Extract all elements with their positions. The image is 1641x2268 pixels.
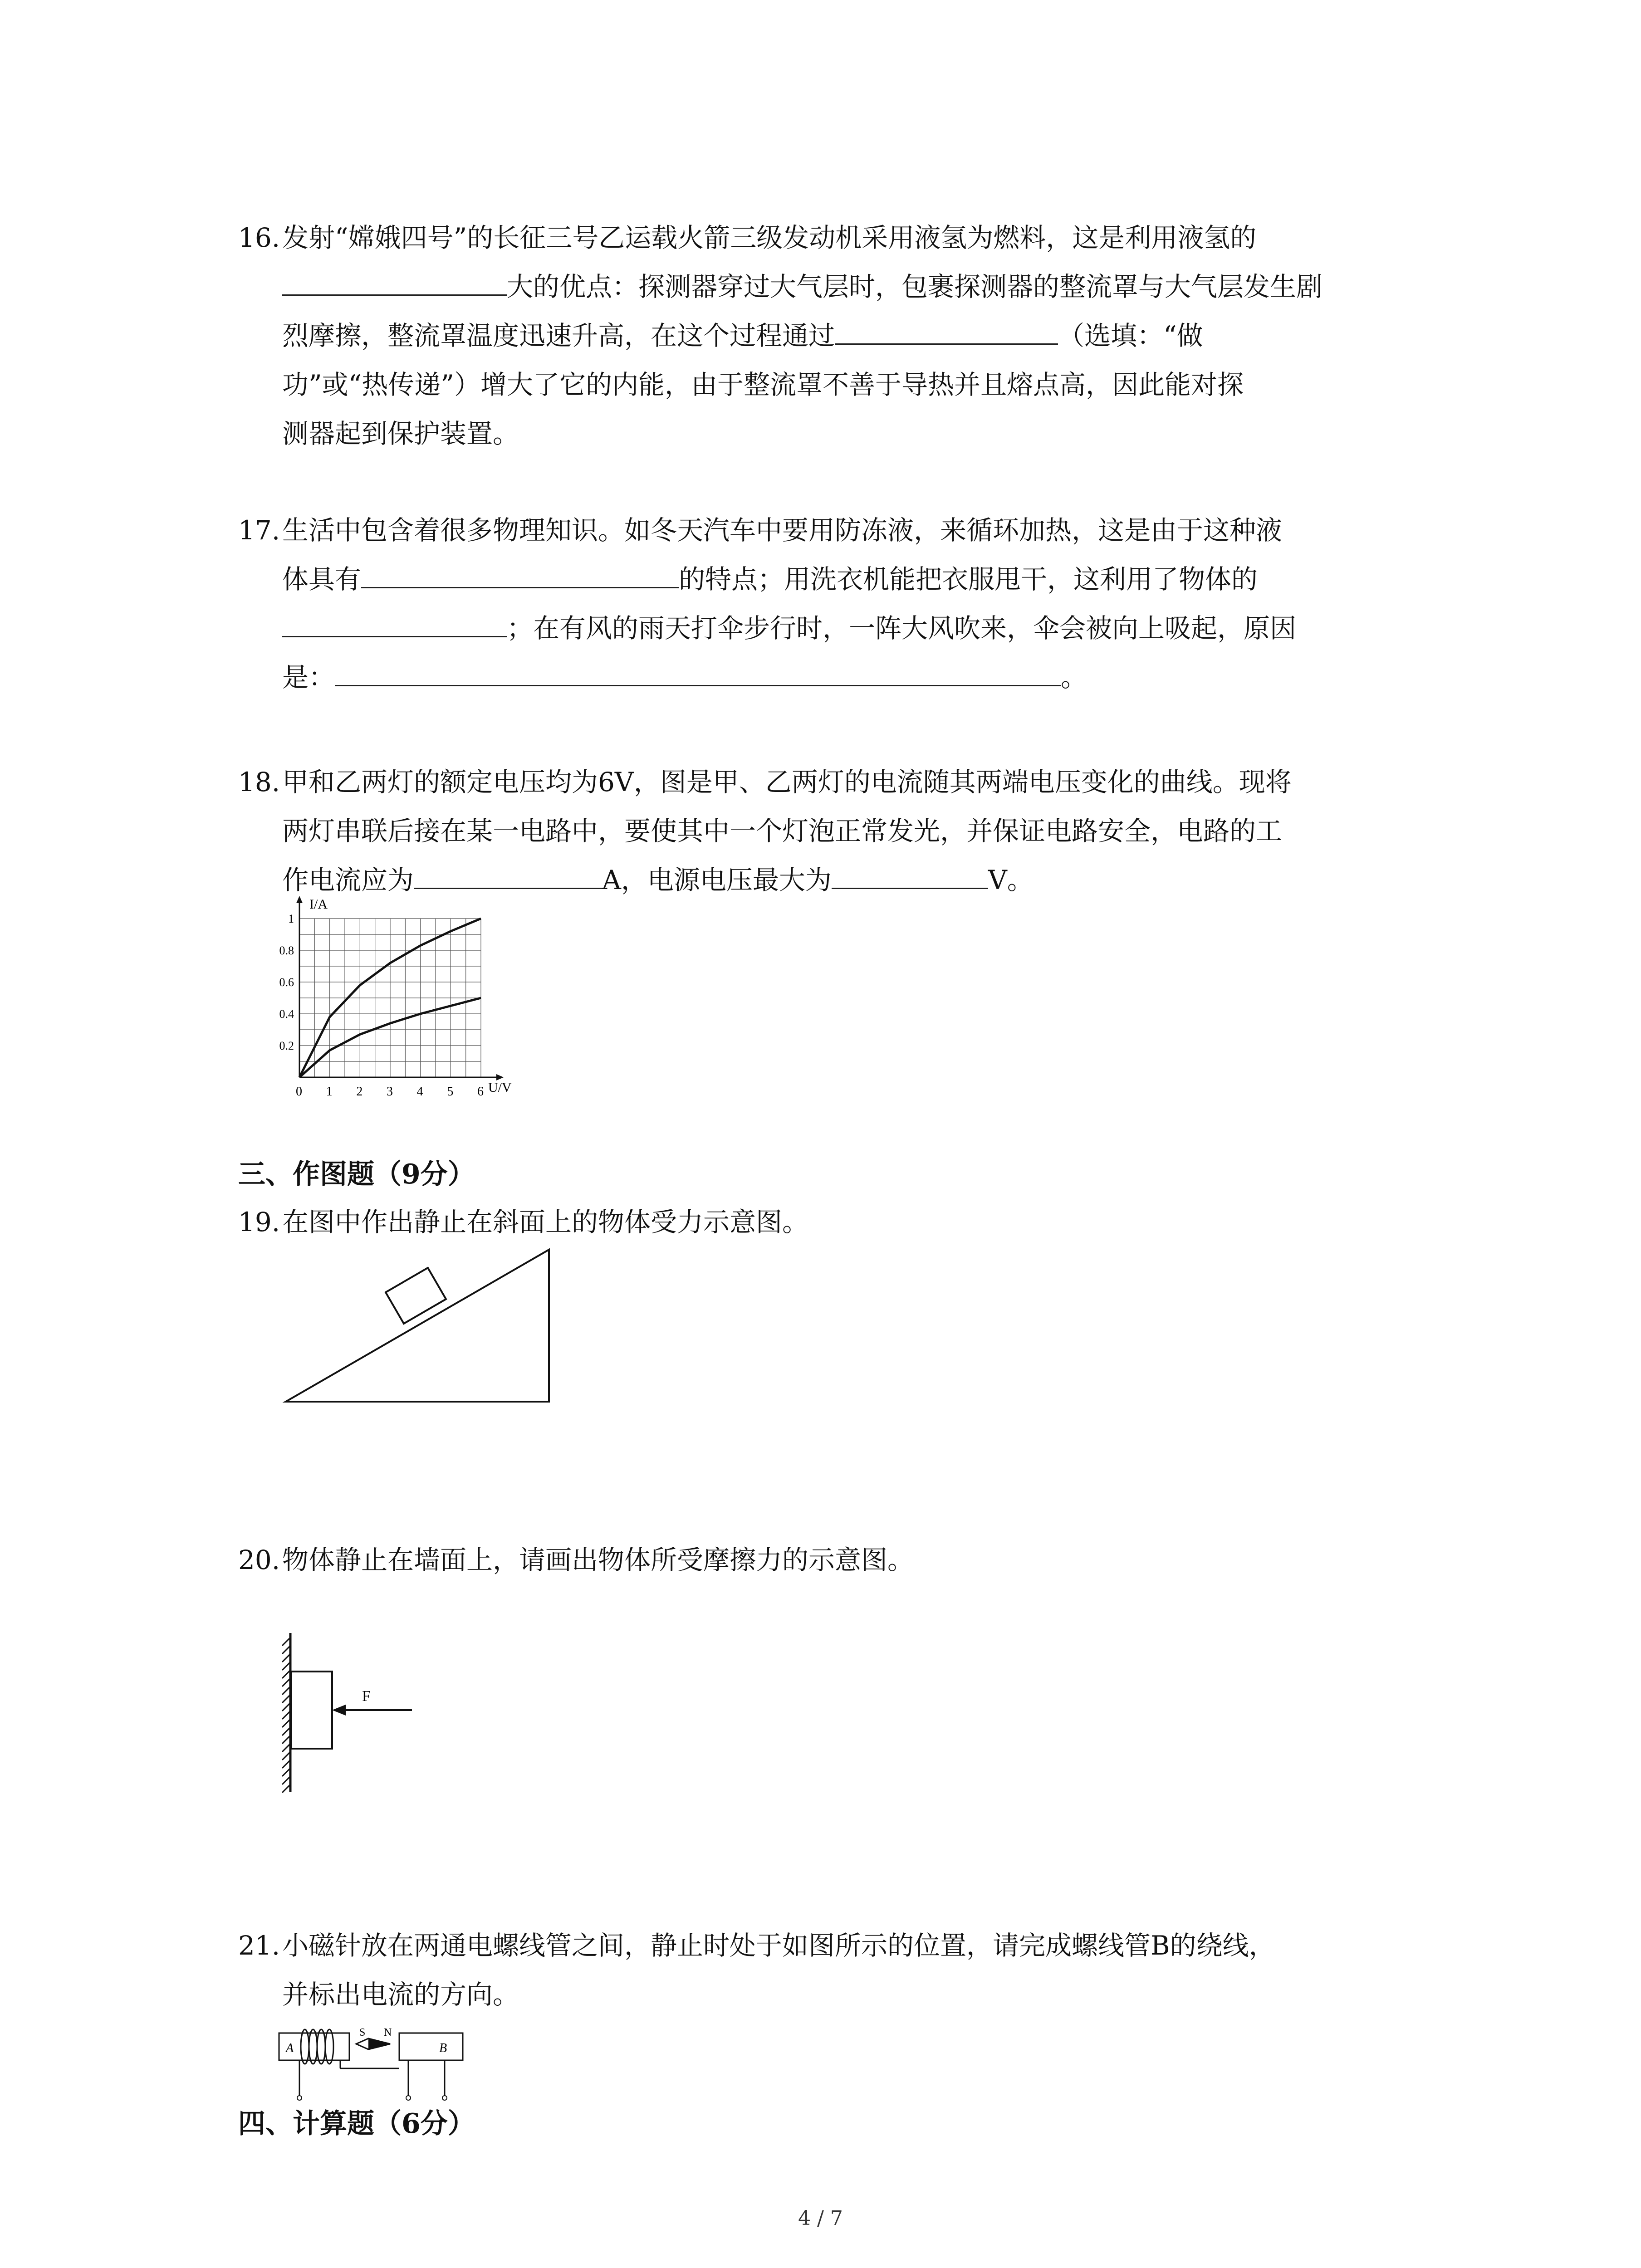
hatch-line xyxy=(282,1719,290,1727)
hatch-line xyxy=(282,1670,290,1678)
solenoid-a-coils xyxy=(301,2029,333,2064)
question-line: 在图中作出静止在斜面上的物体受力示意图。 xyxy=(282,1207,809,1237)
answer-blank[interactable] xyxy=(335,658,1061,686)
hatch-line xyxy=(282,1760,290,1768)
x-axis-label: U/V xyxy=(488,1080,512,1095)
hatch-line xyxy=(282,1744,290,1752)
question-line: 发射“嫦娥四号”的长征三号乙运载火箭三级发动机采用液氢为燃料，这是利用液氢的 xyxy=(282,222,1257,253)
question-line: 作电流应为 A，电源电压最大为 V。 xyxy=(282,855,1034,904)
hatch-line xyxy=(282,1695,290,1703)
hatch-line xyxy=(282,1686,290,1695)
question-line: 生活中包含着很多物理知识。如冬天汽车中要用防冻液，来循环加热，这是由于这种液 xyxy=(282,515,1283,546)
solenoid-diagram xyxy=(272,2019,499,2109)
y-tick-label: 0.2 xyxy=(279,1039,294,1052)
x-tick-label: 5 xyxy=(447,1085,454,1099)
question-line: 体具有 的特点；用洗衣机能把衣服甩干，这利用了物体的 xyxy=(282,555,1258,604)
x-tick-label: 1 xyxy=(326,1085,333,1099)
question-number: 18. xyxy=(238,767,280,797)
x-tick-label: 0 xyxy=(296,1085,302,1099)
hatch-line xyxy=(282,1768,290,1776)
hatch-line xyxy=(282,1637,290,1646)
hatch-line xyxy=(282,1735,290,1744)
question-line: 功”或“热传递”）增大了它的内能，由于整流罩不善于导热并且熔点高，因此能对探 xyxy=(282,369,1244,400)
hatch-line xyxy=(282,1703,290,1711)
answer-blank[interactable] xyxy=(832,860,988,889)
current-voltage-chart xyxy=(268,896,531,1105)
hatch-line xyxy=(282,1654,290,1662)
incline-triangle xyxy=(286,1250,549,1402)
arrow-head xyxy=(332,1705,346,1716)
label-a: A xyxy=(286,2041,294,2055)
label-b: B xyxy=(439,2041,447,2055)
section-heading: 四、计算题（6分） xyxy=(238,2108,475,2140)
question-line: 并标出电流的方向。 xyxy=(282,1979,519,2010)
solenoid-b xyxy=(399,2033,463,2060)
hatch-line xyxy=(282,1678,290,1686)
label-n: N xyxy=(384,2027,392,2038)
y-tick-label: 0.4 xyxy=(279,1007,294,1021)
section-heading: 三、作图题（9分） xyxy=(238,1158,475,1190)
question-number: 17. xyxy=(238,515,280,546)
x-tick-label: 4 xyxy=(416,1085,423,1099)
y-tick-label: 0.8 xyxy=(279,944,294,957)
question-number: 19. xyxy=(238,1207,280,1237)
answer-blank[interactable] xyxy=(414,860,602,889)
hatch-line xyxy=(282,1646,290,1654)
answer-blank[interactable] xyxy=(361,560,679,588)
x-tick-label: 3 xyxy=(387,1085,393,1099)
answer-blank[interactable] xyxy=(282,267,507,296)
hatch-line xyxy=(282,1752,290,1760)
page-number: 4 / 7 xyxy=(798,2207,843,2230)
answer-blank[interactable] xyxy=(282,609,507,637)
y-axis-label: I/A xyxy=(309,897,328,912)
block-on-wall xyxy=(291,1672,332,1749)
wall-block-diagram xyxy=(268,1628,422,1801)
label-s: S xyxy=(359,2027,366,2038)
question-line: 烈摩擦，整流罩温度迅速升高，在这个过程通过 （选填：“做 xyxy=(282,311,1203,360)
question-line: ；在有风的雨天打伞步行时，一阵大风吹来，伞会被向上吸起，原因 xyxy=(282,604,1296,653)
x-axis-arrow xyxy=(496,1074,504,1080)
answer-blank[interactable] xyxy=(835,316,1058,345)
hatch-line xyxy=(282,1784,290,1793)
question-number: 20. xyxy=(238,1545,280,1575)
hatch-line xyxy=(282,1662,290,1670)
force-label: F xyxy=(362,1688,371,1705)
y-tick-label: 1 xyxy=(288,912,294,925)
question-line: 大的优点：探测器穿过大气层时，包裹探测器的整流罩与大气层发生剧 xyxy=(282,262,1323,311)
question-line: 测器起到保护装置。 xyxy=(282,418,519,449)
question-line: 是： 。 xyxy=(282,653,1087,702)
wall-hatching xyxy=(282,1637,290,1793)
coil-turn xyxy=(309,2029,317,2064)
compass-needle-tip xyxy=(368,2038,390,2049)
coil-turn xyxy=(325,2029,333,2064)
hatch-line xyxy=(282,1727,290,1735)
x-tick-label: 6 xyxy=(477,1085,484,1099)
question-line: 两灯串联后接在某一电路中，要使其中一个灯泡正常发光，并保证电路安全，电路的工 xyxy=(282,816,1283,846)
hatch-line xyxy=(282,1776,290,1784)
question-number: 16. xyxy=(238,222,280,253)
coil-turn xyxy=(301,2029,309,2064)
question-number: 21. xyxy=(238,1930,280,1961)
question-line: 物体静止在墙面上，请画出物体所受摩擦力的示意图。 xyxy=(282,1545,914,1575)
coil-turn xyxy=(317,2029,325,2064)
question-line: 小磁针放在两通电螺线管之间，静止时处于如图所示的位置，请完成螺线管B的绕线， xyxy=(282,1930,1275,1961)
question-line: 甲和乙两灯的额定电压均为6V，图是甲、乙两灯的电流随其两端电压变化的曲线。现将 xyxy=(282,767,1292,797)
y-axis-arrow xyxy=(296,896,303,903)
hatch-line xyxy=(282,1711,290,1719)
y-tick-label: 0.6 xyxy=(279,976,294,989)
incline-diagram xyxy=(281,1238,563,1411)
x-tick-label: 2 xyxy=(356,1085,363,1099)
